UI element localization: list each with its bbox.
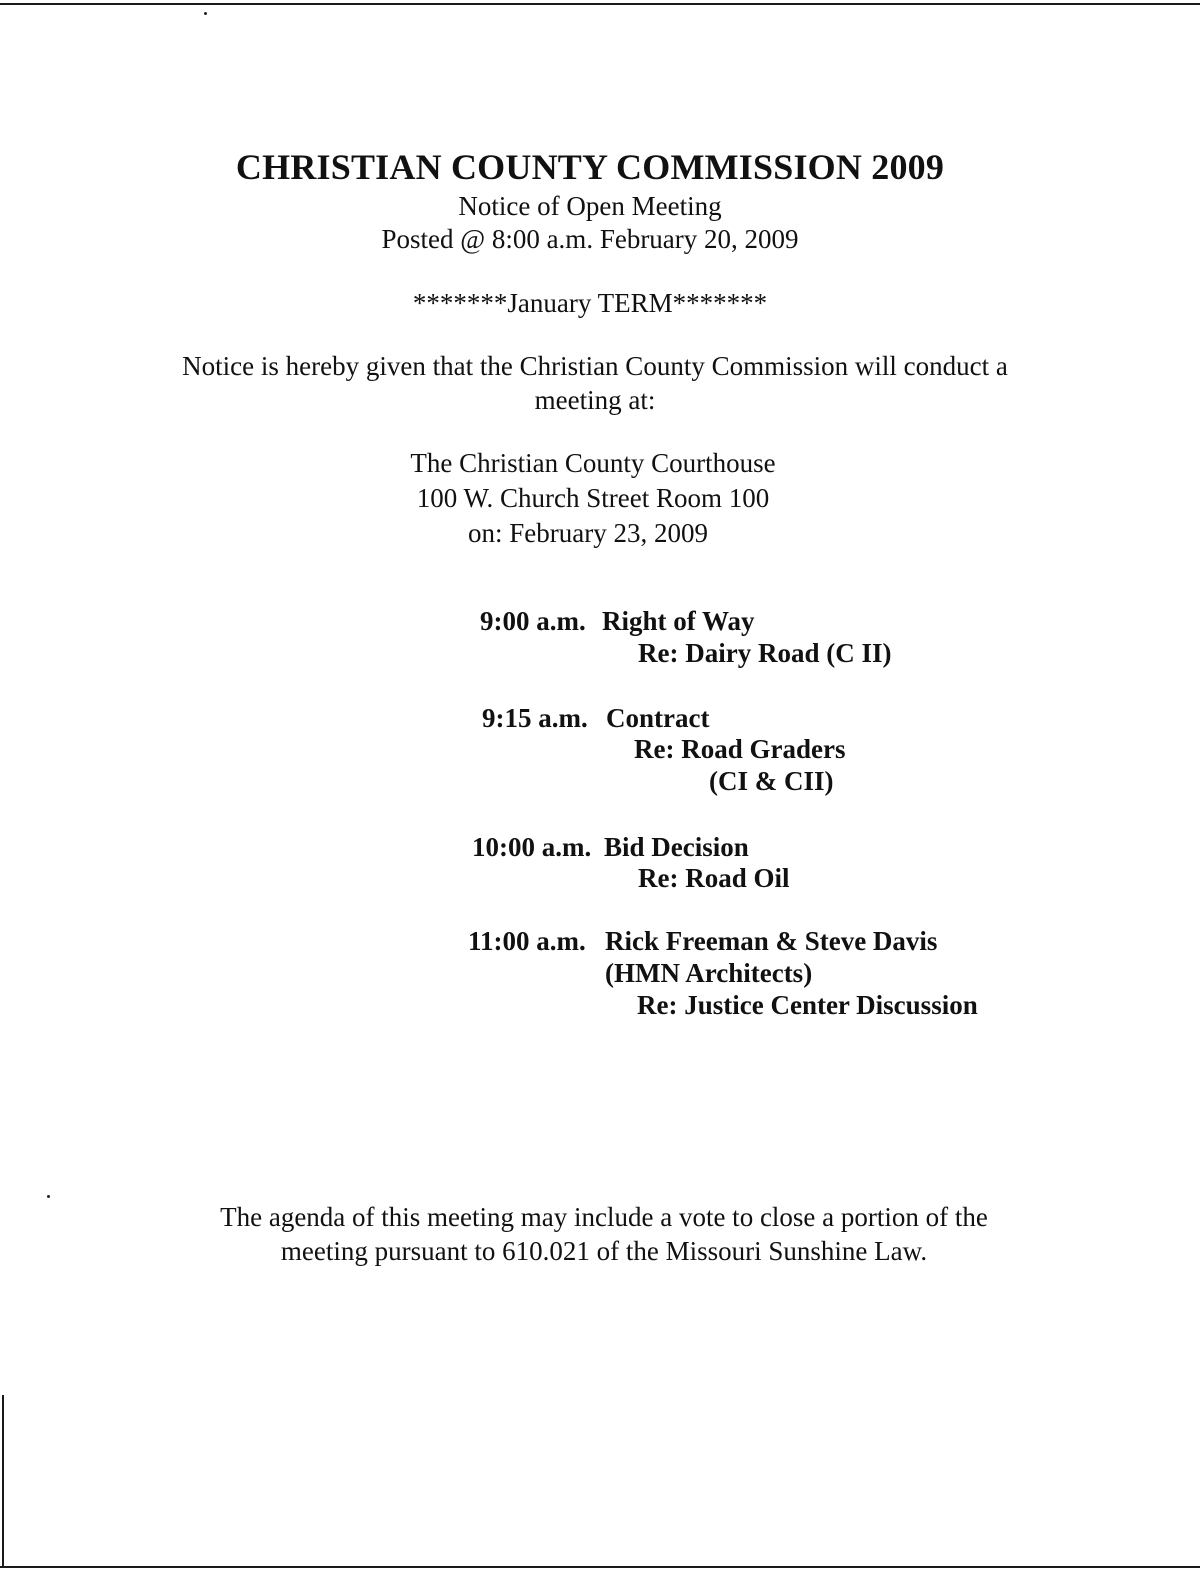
notice-line-1: Notice is hereby given that the Christian County Commission will conduct a: [182, 351, 1008, 381]
agenda-item-time: 11:00 a.m.: [468, 926, 586, 956]
posted-line: Posted @ 8:00 a.m. February 20, 2009: [381, 224, 799, 254]
location-date: on: February 23, 2009: [468, 518, 708, 548]
scan-speck: [47, 1195, 50, 1198]
agenda-item-subject: Rick Freeman & Steve Davis: [605, 926, 938, 956]
scan-edge-bottom: [0, 1566, 1200, 1568]
footer-notice: [0, 1200, 1200, 1268]
location-place: The Christian County Courthouse: [410, 448, 776, 478]
agenda-item-detail: Re: Road Graders: [634, 734, 846, 764]
agenda-item-detail: Re: Road Oil: [638, 863, 790, 893]
agenda-item-subject: Bid Decision: [604, 832, 749, 862]
meeting-location: [0, 446, 1186, 551]
agenda-item-subject: Right of Way: [602, 606, 755, 636]
term-line: *******January TERM*******: [412, 288, 768, 318]
scan-edge-left: [2, 1395, 4, 1567]
notice-paragraph: [0, 349, 1190, 417]
agenda-item-time: 9:00 a.m.: [480, 606, 586, 636]
agenda-item-detail: (HMN Architects): [605, 958, 813, 988]
location-address: 100 W. Church Street Room 100: [416, 483, 770, 513]
agenda-item-subject: Contract: [606, 703, 710, 733]
footer-line-2: meeting pursuant to 610.021 of the Missouri Sunshine Law.: [280, 1236, 928, 1266]
agenda-item-time: 9:15 a.m.: [482, 703, 588, 733]
document-title: CHRISTIAN COUNTY COMMISSION 2009: [235, 147, 945, 187]
agenda-item-time: 10:00 a.m.: [472, 832, 592, 862]
notice-line-2: meeting at:: [534, 385, 656, 415]
scan-speck: [204, 12, 207, 15]
document-subtitle: Notice of Open Meeting: [458, 191, 722, 221]
agenda-item-detail: Re: Justice Center Discussion: [637, 990, 978, 1020]
scan-edge-top: [0, 3, 1200, 5]
agenda-item-detail: Re: Dairy Road (C II): [638, 638, 892, 668]
footer-line-1: The agenda of this meeting may include a vote to close a portion of the: [220, 1202, 988, 1232]
agenda-item-detail: (CI & CII): [709, 766, 834, 796]
